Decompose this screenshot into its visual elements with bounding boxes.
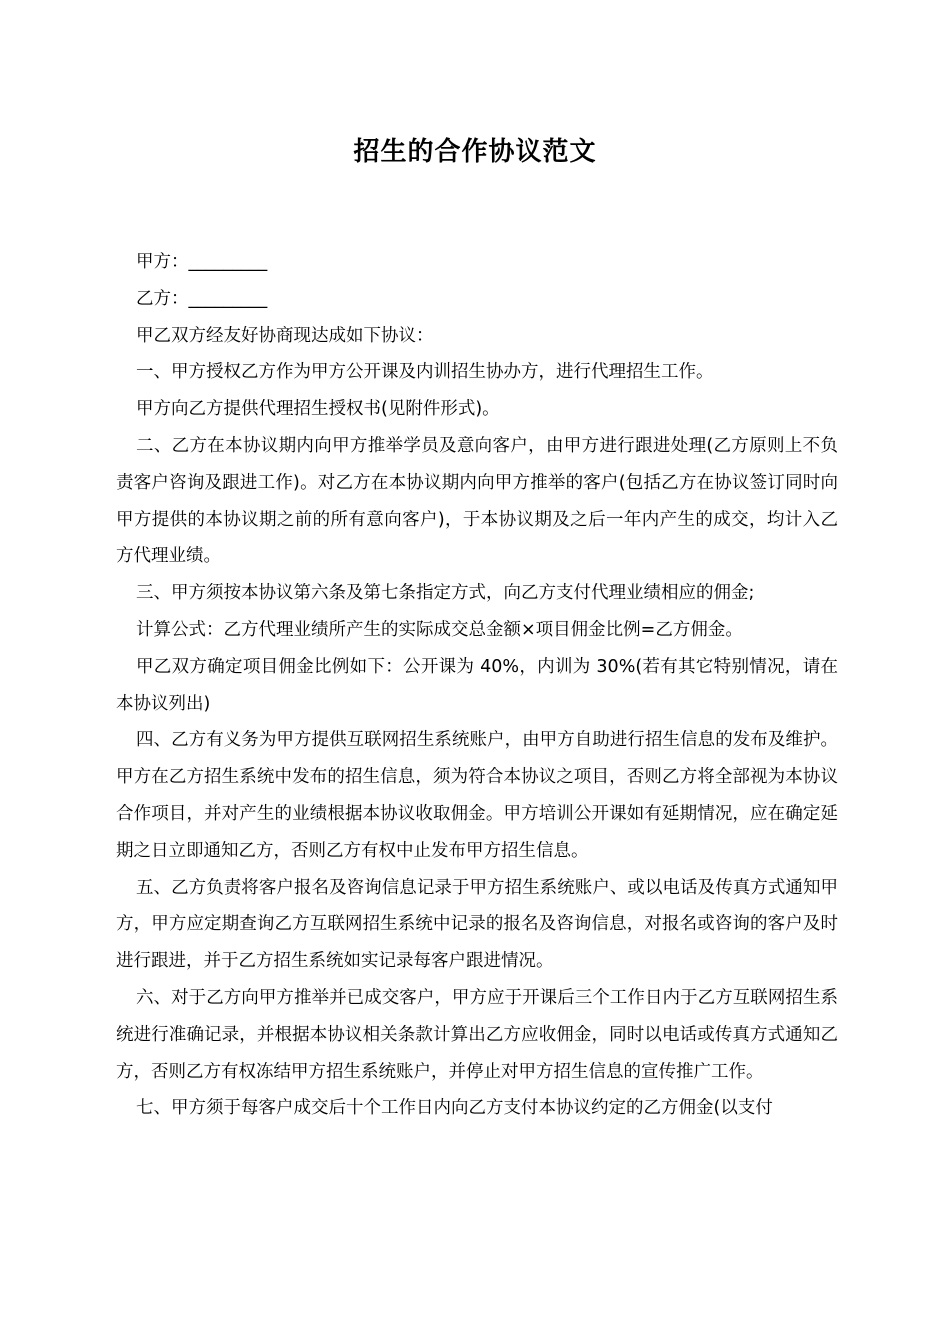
clause-3-ratio: 甲乙双方确定项目佣金比例如下：公开课为 40%，内训为 30%(若有其它特别情况，请在本协议列出)	[116, 656, 838, 714]
clause-5: 五、乙方负责将客户报名及咨询信息记录于甲方招生系统账户、或以电话及传真方式通知甲方，甲方应定期查询乙方互联网招生系统中记录的报名及咨询信息，对报名或咨询的客户及时进行跟进，并于乙方招生系统如实记录每客户跟进情况。	[116, 877, 838, 972]
clause-6: 六、对于乙方向甲方推举并已成交客户，甲方应于开课后三个工作日内于乙方互联网招生系统进行准确记录，并根据本协议相关条款计算出乙方应收佣金，同时以电话或传真方式通知乙方，否则乙方有权冻结甲方招生系统账户，并停止对甲方招生信息的宣传推广工作。	[116, 987, 838, 1082]
clause-4: 四、乙方有义务为甲方提供互联网招生系统账户，由甲方自助进行招生信息的发布及维护。甲方在乙方招生系统中发布的招生信息，须为符合本协议之项目，否则乙方将全部视为本协议合作项目，并对产生的业绩根据本协议收取佣金。甲方培训公开课如有延期情况，应在确定延期之日立即通知乙方，否则乙方有权中止发布甲方招生信息。	[116, 730, 838, 861]
clause-3-formula: 计算公式：乙方代理业绩所产生的实际成交总金额×项目佣金比例=乙方佣金。	[136, 619, 743, 640]
clause-2: 二、乙方在本协议期内向甲方推举学员及意向客户，由甲方进行跟进处理(乙方原则上不负责客户咨询及跟进工作)。对乙方在本协议期内向甲方推举的客户(包括乙方在协议签订同时向甲方提供的本协议期之前的所有意向客户)，于本协议期及之后一年内产生的成交，均计入乙方代理业绩。	[116, 435, 838, 567]
clause-7: 七、甲方须于每客户成交后十个工作日内向乙方支付本协议约定的乙方佣金(以支付	[136, 1098, 773, 1119]
agreement-intro: 甲乙双方经友好协商现达成如下协议：	[136, 325, 434, 346]
party-a-line: 甲方：_________	[136, 252, 268, 272]
clause-3: 三、甲方须按本协议第六条及第七条指定方式，向乙方支付代理业绩相应的佣金;	[136, 583, 755, 604]
document-body	[116, 244, 838, 1127]
clause-1: 一、甲方授权乙方作为甲方公开课及内训招生协办方，进行代理招生工作。	[136, 362, 714, 383]
document-title: 招生的合作协议范文	[353, 137, 597, 167]
party-b-line: 乙方：_________	[136, 288, 268, 309]
clause-1-note: 甲方向乙方提供代理招生授权书(见附件形式)。	[136, 399, 500, 420]
